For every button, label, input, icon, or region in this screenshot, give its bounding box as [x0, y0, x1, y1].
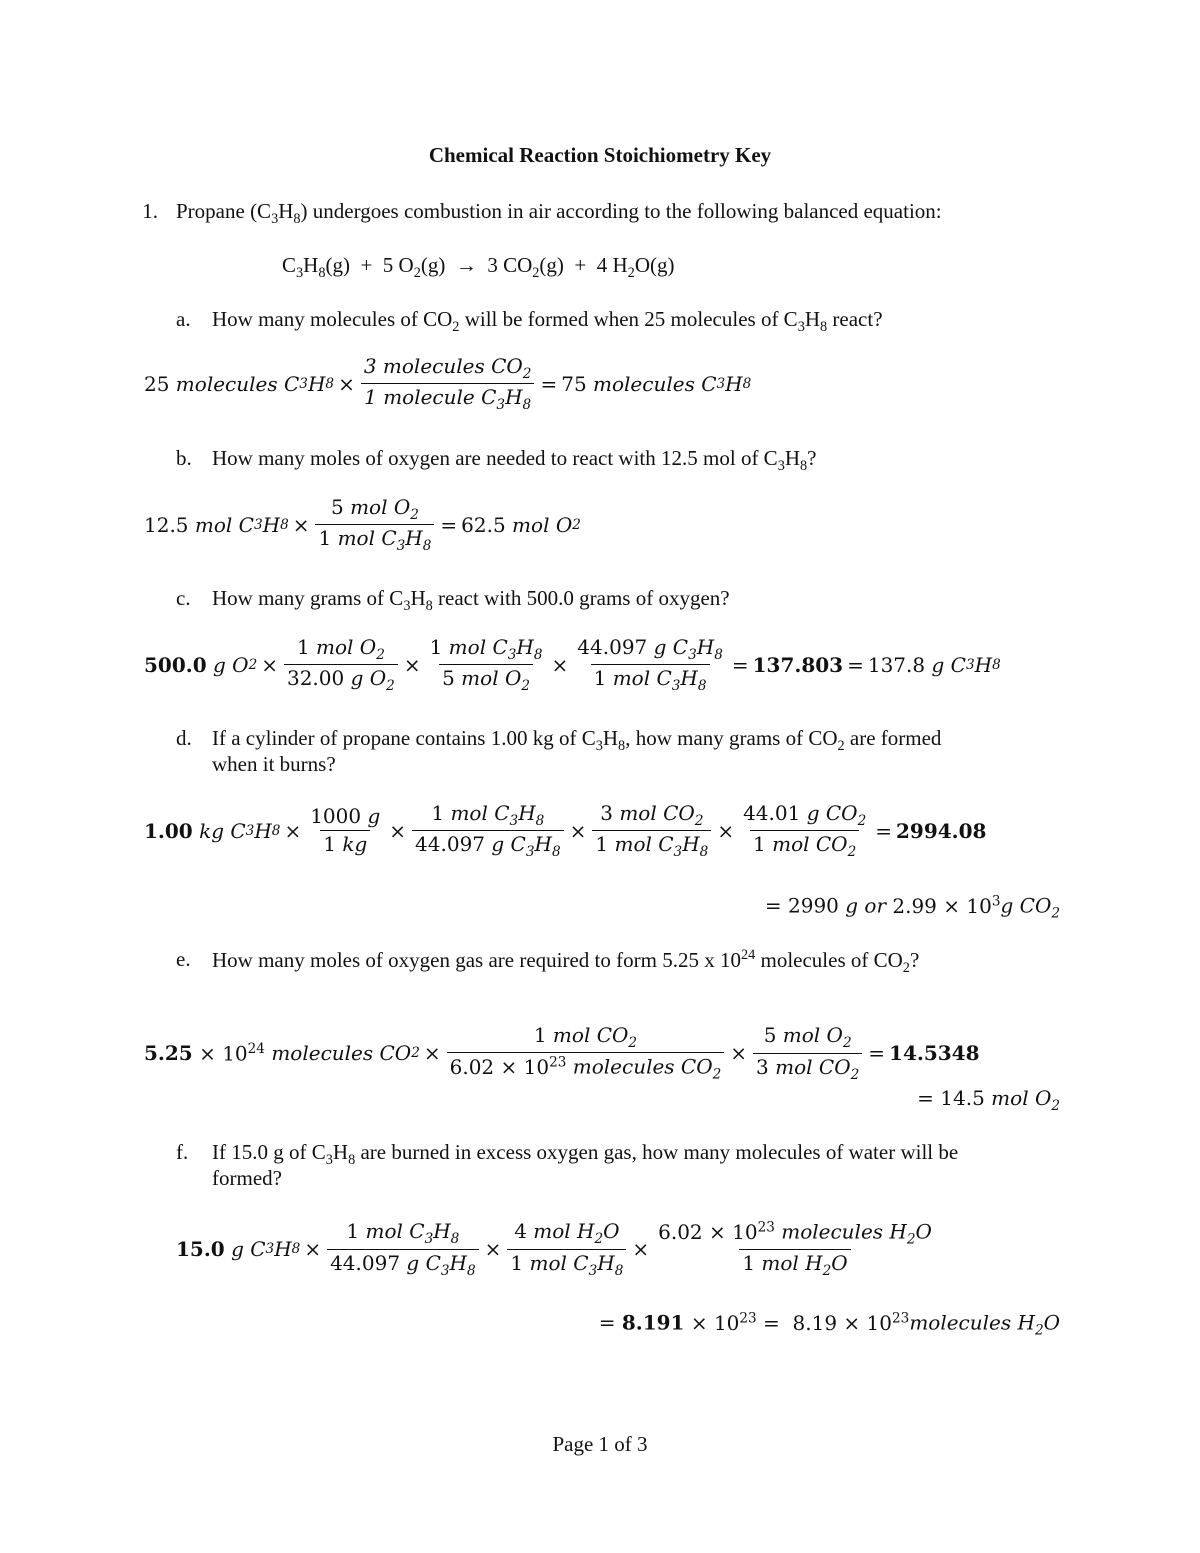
problem-text: Propane $(C_3H_8)$ undergoes combustion in air according to the following balanced equation: [176, 199, 942, 228]
part-e-work: 5.25 × $10^{24}$ molecules CO 2 × $\frac{1 mol CO_2}{6.02 \times 10^{23} molecules CO_2}$ × $\frac{5 mol O_2}{3 mol CO_2}$ = 14.5348 [144, 1023, 980, 1083]
part-c-question: How many grams of $C_3H_8$ react with 500.0 grams of oxygen? [212, 586, 730, 615]
part-d-question-line2: when it burns? [212, 752, 336, 776]
part-d-result: = 2990 g or $2.99 \times 10^3g$ $CO_2$ [764, 893, 1060, 922]
part-d-letter: d. [176, 726, 192, 750]
part-e-question: How many moles of oxygen gas are required to form 5.25 x $10^{24}$ molecules of $CO_2$? [212, 947, 920, 977]
fraction: $\frac{1 mol O_2}{32.00 g O_2}$ [284, 634, 398, 696]
part-a-question: How many molecules of $CO_2$ will be formed when 25 molecules of $C_3H_8$ react? [212, 307, 883, 336]
part-e-result: = 14.5 mol $O_2$ [917, 1086, 1060, 1114]
page-number: Page 1 of 3 [552, 1432, 648, 1456]
part-b-letter: b. [176, 446, 192, 470]
part-f-result: = $8.191 \times 10^{23} = 8.19$ × $10^{23}molecules$ $H_2O$ [598, 1310, 1060, 1339]
part-e-letter: e. [176, 947, 191, 971]
fraction: $\frac{1000 g}{1 kg}$ [310, 804, 381, 857]
fraction: $\frac{44.01 g CO_2}{1 mol CO_2}$ [743, 801, 867, 861]
fraction: $\frac{44.097 g C_3H_8}{1 mol C_3H_8}$ [577, 635, 723, 695]
part-b-question: How many moles of oxygen are needed to react with 12.5 mol of $C_3H_8$? [212, 446, 817, 475]
part-d-question: If a cylinder of propane contains 1.00 kg of $C_3H_8$, how many grams of $CO_2$ are formed [212, 726, 942, 755]
part-d-work: 1.00 kg C 3 H 8 × $\frac{1000 g}{1 kg}$ × $\frac{1 mol C_3H_8}{44.097 g C_3H_8}$ × $\frac{3 mol CO_2}{1 mol C_3H_8}$ × $\frac{44.01 g CO_2}{1 mol CO_2}$ = 2994.08 [144, 801, 987, 861]
part-c-work: 500.0 g O 2 × $\frac{1 mol O_2}{32.00 g O_2}$ × $\frac{1 mol C_3H_8}{5 mol O_2}$ × $\frac{44.097 g C_3H_8}{1 mol C_3H_8}$ = 137.803 = 137.8 g C 3 H 8 [144, 635, 1001, 695]
part-f-work: 15.0 g C 3 H 8 × $\frac{1 mol C_3H_8}{44.097 g C_3H_8}$ × $\frac{4 mol H_2O}{1 mol C_3H_8}$ × $\frac{6.02 \times 10^{23} molecules H_2O}{1 mol H_2O}$ [176, 1218, 937, 1280]
balanced-equation: $C_3H_8(g) + 5$ $O_2(g) \to 3$ $CO_2(g) + 4$ $H_2O(g)$ [282, 253, 675, 282]
part-f-letter: f. [176, 1140, 189, 1164]
page-title: Chemical Reaction Stoichiometry Key [428, 143, 772, 167]
part-f-question-line2: formed? [212, 1166, 282, 1190]
fraction: $\frac{5 mol O_2}{1 mol C_3H_8}$ [315, 494, 434, 556]
fraction: $\frac{1 mol C_3H_8}{44.097 g C_3H_8}$ [412, 800, 564, 862]
fraction: $\frac{1 mol CO_2}{6.02 \times 10^{23} molecules CO_2}$ [447, 1022, 725, 1084]
part-c-letter: c. [176, 586, 191, 610]
fraction: $\frac{3 mol CO_2}{1 mol C_3H_8}$ [592, 800, 711, 862]
part-f-question: If 15.0 g of $C_3H_8$ are burned in excess oxygen gas, how many molecules of water will be [212, 1140, 959, 1169]
part-a-work: 25 molecules C 3 H 8 × $\frac{3 molecules CO_2}{1 molecule C_3H_8}$ = 75 molecules C 3 H 8 [144, 354, 752, 414]
fraction: $\frac{6.02 \times 10^{23} molecules H_2O}{1 mol H_2O}$ [658, 1219, 932, 1279]
fraction: $\frac{1 mol C_3H_8}{5 mol O_2}$ [429, 635, 543, 695]
problem-number: 1. [142, 199, 158, 223]
fraction: $\frac{4 mol H_2O}{1 mol C_3H_8}$ [507, 1218, 626, 1280]
part-a-letter: a. [176, 307, 191, 331]
fraction: $\frac{5 mol O_2}{3 mol CO_2}$ [753, 1022, 862, 1084]
fraction: $\frac{1 mol C_3H_8}{44.097 g C_3H_8}$ [327, 1218, 479, 1280]
part-b-work: 12.5 mol C 3 H 8 × $\frac{5 mol O_2}{1 mol C_3H_8}$ = 62.5 mol O 2 [144, 495, 581, 555]
fraction: $\frac{3 molecules CO_2}{1 molecule C_3H_8}$ [361, 353, 535, 415]
